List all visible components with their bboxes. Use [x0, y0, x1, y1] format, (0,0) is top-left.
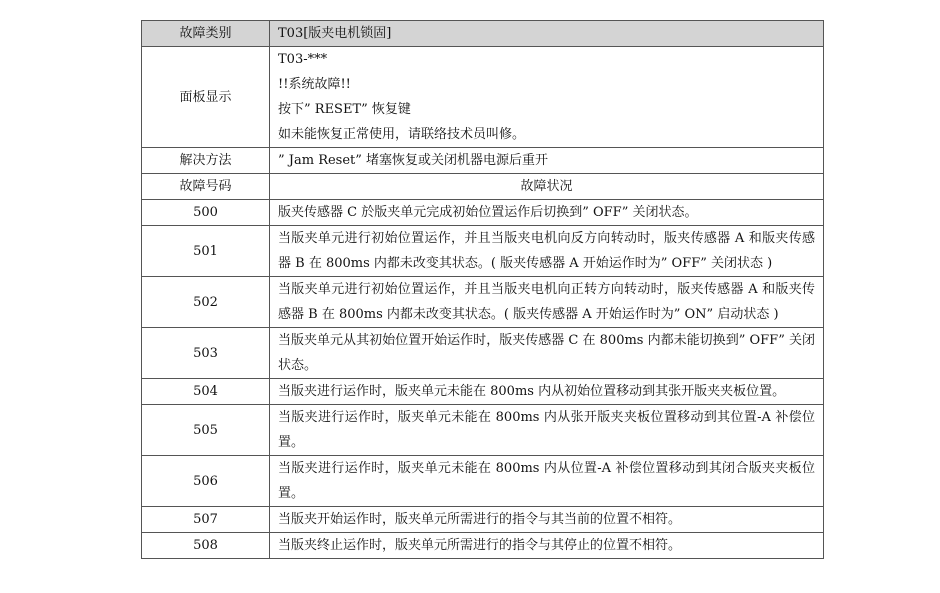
- table-row: [142, 277, 824, 328]
- fault-description: 当版夹进行运作时，版夹单元未能在 800ms 内从张开版夹夹板位置移动到其位置-A 补偿位置。: [270, 405, 824, 456]
- category-label: 故障类别: [142, 21, 270, 47]
- table-row: [142, 533, 824, 559]
- panel-line: 按下” RESET” 恢复键: [278, 102, 411, 117]
- fault-code: 501: [142, 226, 270, 277]
- fault-code: 504: [142, 379, 270, 405]
- fault-description: 当版夹开始运作时，版夹单元所需进行的指令与其当前的位置不相符。: [270, 507, 824, 533]
- table-row: [142, 405, 824, 456]
- fault-description: 当版夹单元从其初始位置开始运作时，版夹传感器 C 在 800ms 内都未能切换到” OFF” 关闭状态。: [270, 328, 824, 379]
- table-row: [142, 226, 824, 277]
- fault-description: 当版夹进行运作时，版夹单元未能在 800ms 内从初始位置移动到其张开版夹夹板位置。: [270, 379, 824, 405]
- fault-code: 508: [142, 533, 270, 559]
- table-row: [142, 200, 824, 226]
- category-value: T03[版夹电机锁固]: [270, 21, 824, 47]
- fault-code: 507: [142, 507, 270, 533]
- table-row: [142, 328, 824, 379]
- fault-code: 506: [142, 456, 270, 507]
- panel-display-label: 面板显示: [142, 47, 270, 148]
- table-row: [142, 379, 824, 405]
- status-column-header: 故障状况: [270, 174, 824, 200]
- fault-table: [141, 20, 824, 559]
- table-row: [142, 507, 824, 533]
- column-header-row: [142, 174, 824, 200]
- solution-row: [142, 148, 824, 174]
- fault-description: 当版夹单元进行初始位置运作，并且当版夹电机向反方向转动时，版夹传感器 A 和版夹传感器 B 在 800ms 内都未改变其状态。( 版夹传感器 A 开始运作时为” OFF” 关闭状态 ): [270, 226, 824, 277]
- solution-value: ” Jam Reset” 堵塞恢复或关闭机器电源后重开: [270, 148, 824, 174]
- panel-display-row: [142, 47, 824, 148]
- panel-line: !!系统故障!!: [278, 77, 351, 92]
- fault-code: 500: [142, 200, 270, 226]
- code-column-header: 故障号码: [142, 174, 270, 200]
- fault-description: 当版夹单元进行初始位置运作，并且当版夹电机向正转方向转动时，版夹传感器 A 和版夹传感器 B 在 800ms 内都未改变其状态。( 版夹传感器 A 开始运作时为” ON” 启动状态 ): [270, 277, 824, 328]
- fault-description: 版夹传感器 C 於版夹单元完成初始位置运作后切换到” OFF” 关闭状态。: [270, 200, 824, 226]
- panel-line: T03-***: [278, 52, 328, 67]
- fault-code: 502: [142, 277, 270, 328]
- fault-description: 当版夹进行运作时，版夹单元未能在 800ms 内从位置-A 补偿位置移动到其闭合版夹夹板位置。: [270, 456, 824, 507]
- panel-line: 如未能恢复正常使用，请联络技术员叫修。: [278, 127, 526, 142]
- panel-display-value: [270, 47, 824, 148]
- fault-code: 503: [142, 328, 270, 379]
- category-row: [142, 21, 824, 47]
- fault-code: 505: [142, 405, 270, 456]
- table-row: [142, 456, 824, 507]
- solution-label: 解决方法: [142, 148, 270, 174]
- fault-description: 当版夹终止运作时，版夹单元所需进行的指令与其停止的位置不相符。: [270, 533, 824, 559]
